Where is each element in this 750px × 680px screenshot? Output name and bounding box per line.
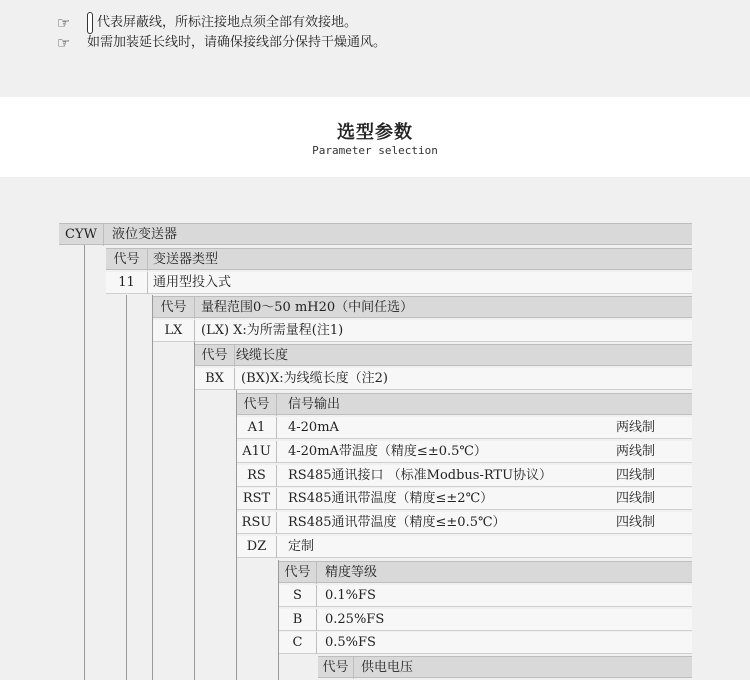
tree-line — [152, 295, 153, 680]
table-header-voltage — [318, 656, 692, 678]
pointing-hand-icon: ☞ — [57, 34, 71, 52]
table-row — [279, 632, 692, 654]
code-header: 代号 — [237, 394, 277, 416]
desc-cell: 通用型投入式 — [153, 275, 232, 290]
desc-header: 信号输出 — [288, 397, 341, 412]
code-cell: BX — [195, 368, 235, 390]
note-shielded-wire — [57, 14, 357, 32]
table-row — [106, 272, 692, 294]
table-row — [237, 465, 692, 487]
desc-cell: 0.25%FS — [325, 612, 385, 627]
table-row — [237, 536, 692, 558]
table-header-range — [153, 296, 692, 318]
desc-header: 线缆长度 — [236, 348, 289, 363]
code-cell: C — [279, 632, 317, 654]
desc-cell: 4-20mA带温度（精度≤±0.5℃） — [288, 444, 487, 459]
table-row — [195, 368, 692, 390]
table-row — [279, 585, 692, 607]
code-cell: RS — [237, 465, 277, 487]
desc-header: 量程范围0～50 mH20（中间任选） — [201, 300, 414, 315]
tree-line — [194, 342, 195, 680]
pointing-hand-icon: ☞ — [57, 14, 71, 32]
wiring-cell: 四线制 — [616, 468, 656, 483]
desc-cell: 定制 — [288, 539, 315, 554]
code-cell: RSU — [237, 512, 277, 534]
desc-header: 供电电压 — [361, 660, 414, 675]
code-cell: A1 — [237, 417, 277, 439]
desc-cell: RS485通讯带温度（精度≤±0.5℃） — [288, 515, 506, 530]
code-header: 代号 — [106, 249, 148, 271]
wiring-cell: 四线制 — [616, 491, 656, 506]
table-row — [237, 488, 692, 510]
table-row — [237, 417, 692, 439]
desc-cell: 0.5%FS — [325, 635, 376, 650]
code-cell: RST — [237, 488, 277, 510]
selection-table — [0, 177, 750, 680]
wiring-cell: 两线制 — [616, 444, 656, 459]
table-header-type — [106, 248, 692, 270]
code-cell: S — [279, 585, 317, 607]
section-title: 选型参数 — [337, 122, 413, 143]
table-row — [237, 441, 692, 463]
desc-cell: 液位变送器 — [112, 227, 178, 242]
code-header: 代号 — [153, 297, 195, 319]
tree-line — [84, 245, 85, 680]
code-cell: B — [279, 609, 317, 631]
desc-cell: RS485通讯带温度（精度≤±2℃） — [288, 491, 494, 506]
note-extension-cable — [57, 34, 386, 52]
desc-header: 变送器类型 — [153, 252, 219, 267]
code-header: 代号 — [318, 657, 354, 679]
desc-cell: 4-20mA — [288, 420, 339, 435]
note-text: 代表屏蔽线，所标注接地点须全部有效接地。 — [97, 15, 358, 30]
section-title-band — [0, 97, 750, 177]
desc-cell: 0.1%FS — [325, 588, 376, 603]
section-subtitle: Parameter selection — [312, 144, 438, 157]
desc-cell: RS485通讯接口 （标准Modbus-RTU协议） — [288, 468, 553, 483]
code-header: 代号 — [195, 345, 235, 367]
note-text: 如需加装延长线时，请确保接线部分保持干燥通风。 — [87, 35, 387, 50]
table-header-accuracy — [279, 561, 692, 583]
table-row-root — [59, 223, 692, 245]
code-cell: LX — [153, 320, 195, 342]
desc-cell: (LX) X:为所需量程(注1) — [201, 323, 344, 338]
table-header-cable — [195, 344, 692, 366]
wiring-cell: 四线制 — [616, 515, 656, 530]
table-header-signal — [237, 393, 692, 415]
code-cell: CYW — [59, 224, 104, 246]
code-cell: A1U — [237, 441, 277, 463]
code-header: 代号 — [279, 562, 317, 584]
code-cell: 11 — [106, 272, 148, 294]
code-cell: DZ — [237, 536, 277, 558]
desc-header: 精度等级 — [325, 565, 378, 580]
tree-line — [126, 295, 127, 680]
table-row — [153, 320, 692, 342]
wiring-cell: 两线制 — [616, 420, 656, 435]
desc-cell: (BX)X:为线缆长度（注2) — [241, 371, 388, 386]
notes-section — [0, 0, 750, 97]
table-row — [237, 512, 692, 534]
shielded-wire-icon — [87, 12, 93, 34]
table-row — [279, 609, 692, 631]
